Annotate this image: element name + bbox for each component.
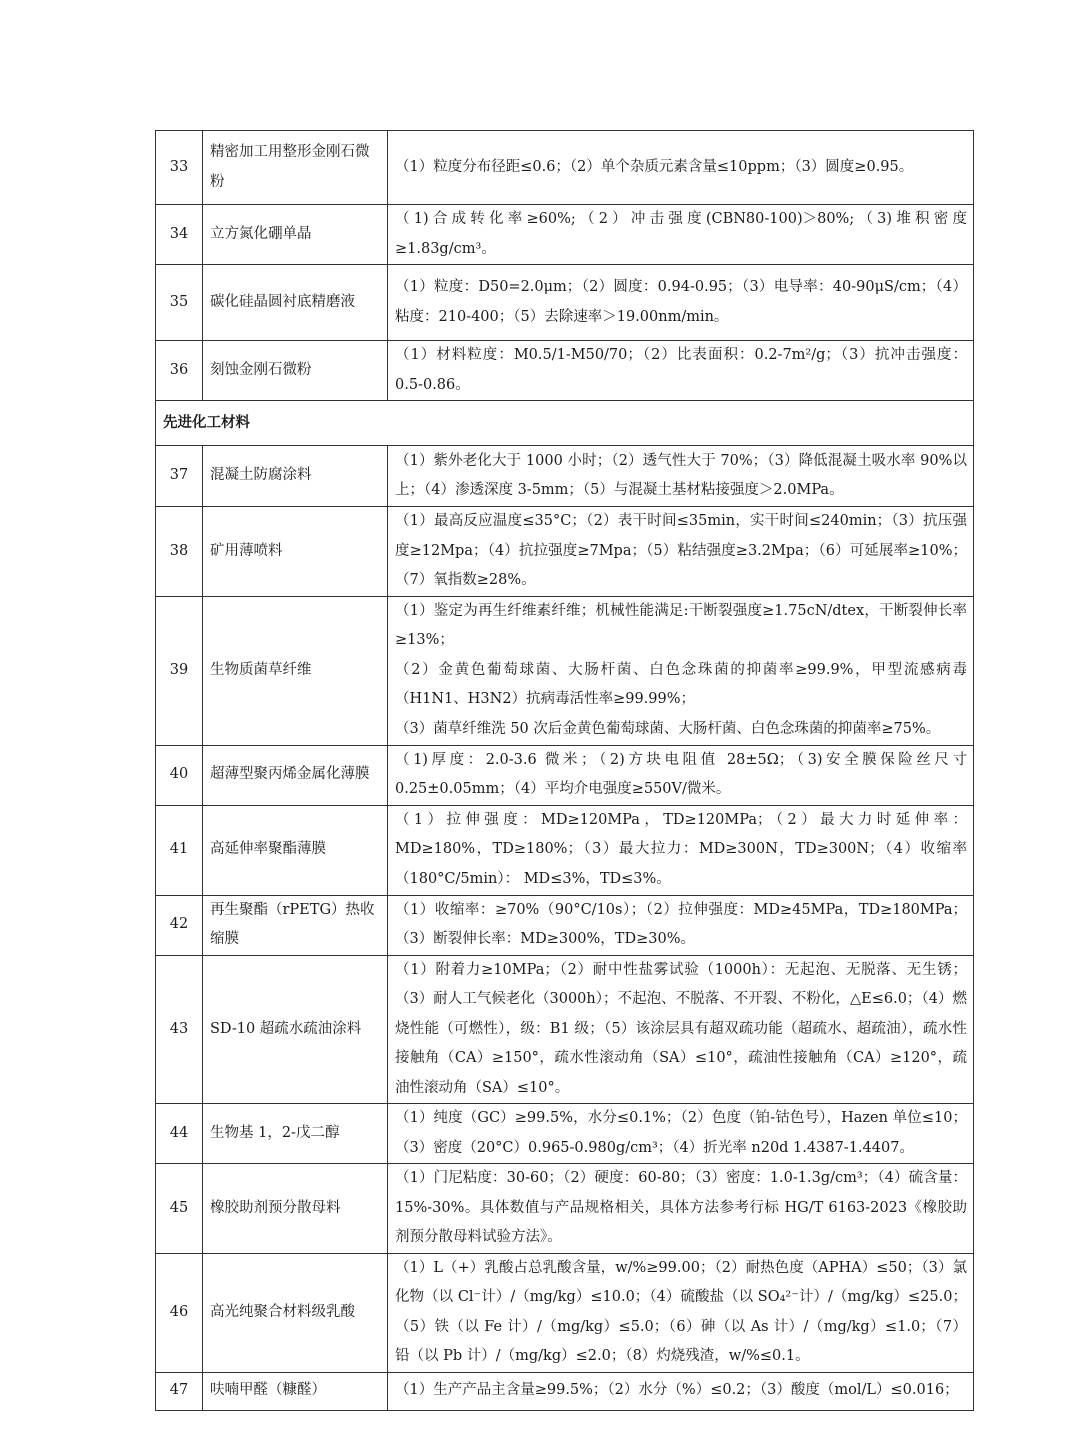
row-number: 42	[156, 895, 203, 955]
requirement-paragraph: （1）最高反应温度≤35°C；（2）表干时间≤35min，实干时间≤240min；（3）抗压强度≥12Mpa；（4）抗拉强度≥7Mpa；（5）粘结强度≥3.2Mpa；（6）可延展率≥10%；（7）氧指数≥28%。	[395, 513, 967, 588]
row-number: 41	[156, 805, 203, 895]
table-row	[156, 895, 974, 955]
table-row	[156, 131, 974, 205]
requirement-paragraph: （1）附着力≥10MPa；（2）耐中性盐雾试验（1000h）：无起泡、无脱落、无生锈；（3）耐人工气候老化（3000h）；不起泡、不脱落、不开裂、不粉化，△E≤6.0；（4）燃烧性能（可燃性），级：B1 级；（5）该涂层具有超双疏功能（超疏水、超疏油），疏水性接触角（CA）≥150°，疏水性滚动角（SA）≤10°，疏油性接触角（CA）≥120°，疏油性滚动角（SA）≤10°。	[395, 961, 967, 1096]
technical-requirements	[388, 265, 974, 341]
product-name: 立方氮化硼单晶	[203, 205, 388, 265]
row-number: 33	[156, 131, 203, 205]
product-name: 高延伸率聚酯薄膜	[203, 805, 388, 895]
product-name: 精密加工用整形金刚石微粉	[203, 131, 388, 205]
table-row	[156, 805, 974, 895]
requirement-paragraph: （1)厚度：2.0-3.6 微米；（2)方块电阻值 28±5Ω；（3)安全膜保险丝尺寸 0.25±0.05mm；（4）平均介电强度≥550V/微米。	[395, 751, 967, 797]
row-number: 43	[156, 955, 203, 1104]
technical-requirements	[388, 895, 974, 955]
row-number: 37	[156, 446, 203, 507]
product-name: 橡胶助剂预分散母料	[203, 1164, 388, 1254]
product-name: 超薄型聚丙烯金属化薄膜	[203, 745, 388, 805]
table-row	[156, 205, 974, 265]
technical-requirements	[388, 1104, 974, 1164]
product-name: 呋喃甲醛（糠醛）	[203, 1372, 388, 1410]
table-row	[156, 596, 974, 745]
product-name: SD-10 超疏水疏油涂料	[203, 955, 388, 1104]
product-name: 矿用薄喷料	[203, 507, 388, 597]
product-name: 生物质菌草纤维	[203, 596, 388, 745]
row-number: 36	[156, 341, 203, 401]
row-number: 39	[156, 596, 203, 745]
table-body-a	[156, 131, 974, 401]
row-number: 34	[156, 205, 203, 265]
row-number: 35	[156, 265, 203, 341]
product-name: 生物基 1，2-戊二醇	[203, 1104, 388, 1164]
table-row	[156, 1164, 974, 1254]
technical-requirements	[388, 1372, 974, 1410]
requirement-paragraph: （1）紫外老化大于 1000 小时；（2）透气性大于 70%；（3）降低混凝土吸水率 90%以上；（4）渗透深度 3-5mm；（5）与混凝土基材粘接强度＞2.0MPa。	[395, 452, 967, 498]
requirement-paragraph: （1)合成转化率≥60%;（2）冲击强度(CBN80-100)＞80%;（3)堆积密度≥1.83g/cm³。	[395, 211, 967, 257]
table-row	[156, 745, 974, 805]
requirement-paragraph: （1）L（+）乳酸占总乳酸含量，w/%≥99.00；（2）耐热色度（APHA）≤50；（3）氯化物（以 Cl⁻计）/（mg/kg）≤10.0；（4）硫酸盐（以 SO₄²⁻计）/（mg/kg）≤25.0；（5）铁（以 Fe 计）/（mg/kg）≤5.0；（6）砷（以 As 计）/（mg/kg）≤1.0；（7）铅（以 Pb 计）/（mg/kg）≤2.0；（8）灼烧残渣，w/%≤0.1。	[395, 1259, 967, 1364]
technical-requirements	[388, 446, 974, 507]
product-name: 再生聚酯（rPETG）热收缩膜	[203, 895, 388, 955]
requirement-paragraph: （1）收缩率：≥70%（90°C/10s）；（2）拉伸强度：MD≥45MPa，TD≥180MPa；（3）断裂伸长率：MD≥300%，TD≥30%。	[395, 901, 967, 947]
row-number: 45	[156, 1164, 203, 1254]
requirement-paragraph: （1）鉴定为再生纤维素纤维；机械性能满足:干断裂强度≥1.75cN/dtex，干断裂伸长率≥13%；	[395, 602, 967, 649]
row-number: 46	[156, 1253, 203, 1372]
spec-table	[155, 130, 974, 1411]
table-row	[156, 446, 974, 507]
requirement-paragraph: （1）生产产品主含量≥99.5%；（2）水分（%）≤0.2；（3）酸度（mol/L）≤0.016；	[395, 1382, 959, 1399]
table-row	[156, 265, 974, 341]
technical-requirements	[388, 131, 974, 205]
section-row-group	[156, 401, 974, 446]
row-number: 44	[156, 1104, 203, 1164]
product-name: 混凝土防腐涂料	[203, 446, 388, 507]
technical-requirements	[388, 1164, 974, 1254]
technical-requirements	[388, 745, 974, 805]
section-row	[156, 401, 974, 446]
row-number: 47	[156, 1372, 203, 1410]
table-row	[156, 341, 974, 401]
requirement-paragraph: （1）粒度：D50=2.0μm；（2）圆度：0.94-0.95；（3）电导率：40-90μS/cm；（4）粘度：210-400；（5）去除速率＞19.00nm/min。	[395, 279, 967, 325]
requirement-paragraph: （1）拉伸强度：MD≥120MPa，TD≥120MPa；（2）最大力时延伸率：MD≥180%，TD≥180%；（3）最大拉力：MD≥300N，TD≥300N；（4）收缩率（180°C/5min）： MD≤3%，TD≤3%。	[395, 811, 967, 887]
requirement-paragraph: （1）门尼粘度：30-60；（2）硬度：60-80；（3）密度：1.0-1.3g/cm³；（4）硫含量：15%-30%。具体数值与产品规格相关，具体方法参考行标 HG/T 6163-2023《橡胶助剂预分散母料试验方法》。	[395, 1170, 967, 1245]
requirement-paragraph: （1）粒度分布径距≤0.6；（2）单个杂质元素含量≤10ppm；（3）圆度≥0.95。	[395, 158, 914, 175]
requirement-paragraph: （1）纯度（GC）≥99.5%，水分≤0.1%；（2）色度（铂-钴色号），Hazen 单位≤10；（3）密度（20°C）0.965-0.980g/cm³；（4）折光率 n20d 1.4387-1.4407。	[395, 1110, 967, 1156]
table-row	[156, 1253, 974, 1372]
product-name: 碳化硅晶圆衬底精磨液	[203, 265, 388, 341]
requirement-paragraph: （3）菌草纤维洗 50 次后金黄色葡萄球菌、大肠杆菌、白色念珠菌的抑菌率≥75%。	[395, 720, 941, 737]
table-row	[156, 955, 974, 1104]
technical-requirements	[388, 205, 974, 265]
table-row	[156, 1104, 974, 1164]
section-heading: 先进化工材料	[156, 401, 974, 446]
technical-requirements	[388, 507, 974, 597]
technical-requirements	[388, 805, 974, 895]
requirement-paragraph: （2）金黄色葡萄球菌、大肠杆菌、白色念珠菌的抑菌率≥99.9%，甲型流感病毒（H1N1、H3N2）抗病毒活性率≥99.99%；	[395, 661, 967, 708]
technical-requirements	[388, 596, 974, 745]
row-number: 40	[156, 745, 203, 805]
technical-requirements	[388, 955, 974, 1104]
product-name: 高光纯聚合材料级乳酸	[203, 1253, 388, 1372]
technical-requirements	[388, 341, 974, 401]
row-number: 38	[156, 507, 203, 597]
product-name: 刻蚀金刚石微粉	[203, 341, 388, 401]
table-row	[156, 1372, 974, 1410]
table-row	[156, 507, 974, 597]
table-body-b	[156, 446, 974, 1411]
technical-requirements	[388, 1253, 974, 1372]
requirement-paragraph: （1）材料粒度：M0.5/1-M50/70；（2）比表面积：0.2-7m²/g；（3）抗冲击强度：0.5-0.86。	[395, 347, 967, 393]
